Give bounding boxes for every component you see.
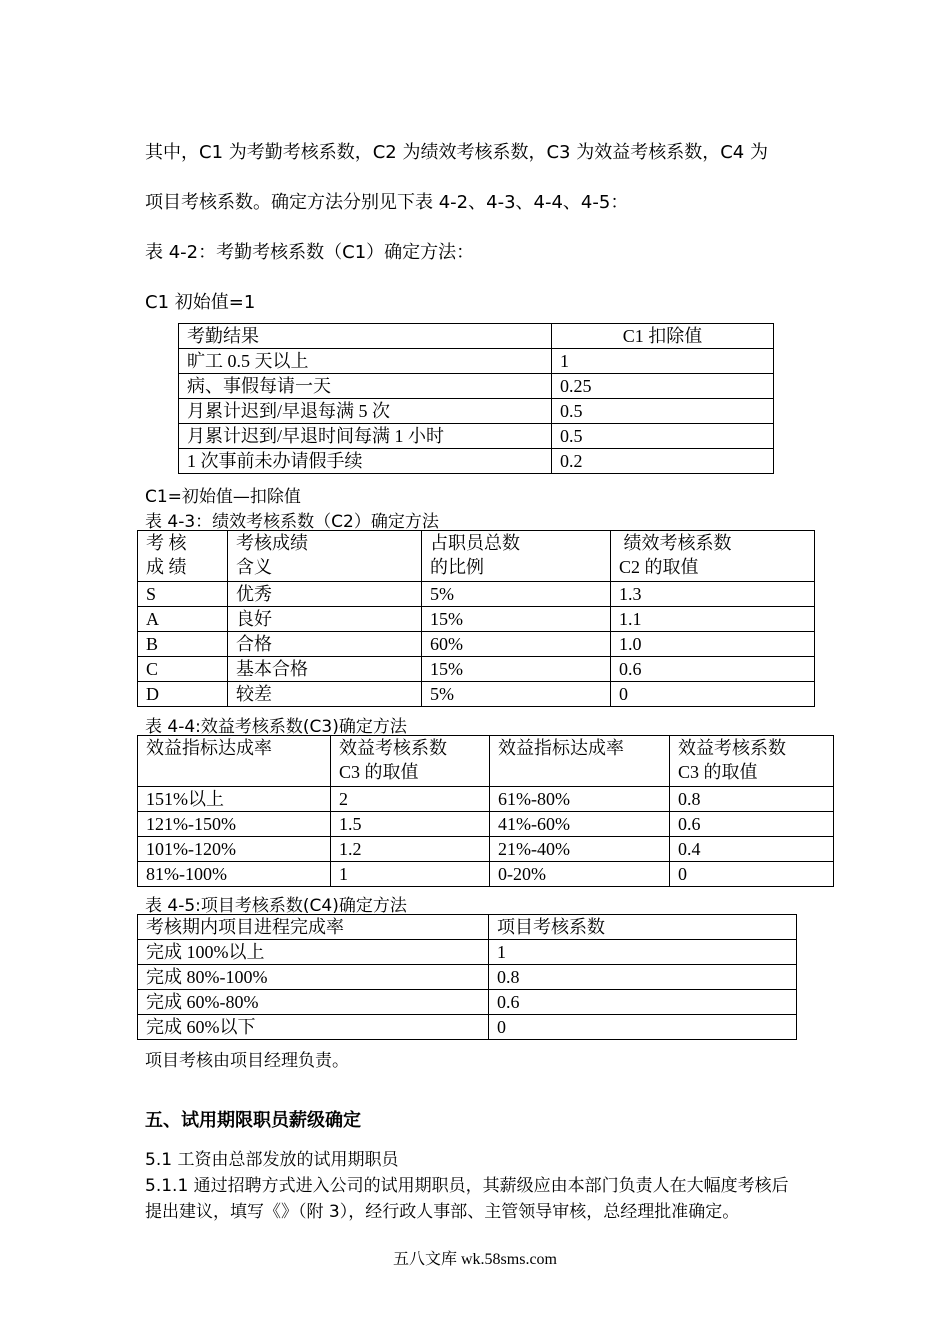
c1-initial-value: C1 初始值=1 xyxy=(145,292,256,313)
table-cell: C xyxy=(138,657,228,682)
section-5-1-title: 5.1 工资由总部发放的试用期职员 xyxy=(145,1150,399,1170)
table-cell: 121%-150% xyxy=(138,812,331,837)
table-cell: 0 xyxy=(489,1015,797,1040)
table-cell: B xyxy=(138,632,228,657)
table-header-cell: 效益指标达成率 xyxy=(490,736,670,787)
table-cell: 0.8 xyxy=(670,787,834,812)
table-cell: D xyxy=(138,682,228,707)
table-row xyxy=(138,607,815,632)
table-4-3 xyxy=(137,530,815,707)
table-cell: 旷工 0.5 天以上 xyxy=(179,349,552,374)
table-cell: 1 xyxy=(331,862,490,887)
table-row xyxy=(138,965,797,990)
table-cell: 61%-80% xyxy=(490,787,670,812)
c1-formula: C1=初始值—扣除值 xyxy=(145,487,301,507)
table-cell: 1.3 xyxy=(611,582,815,607)
table-cell: 0.4 xyxy=(670,837,834,862)
footer-watermark: 五八文库 wk.58sms.com xyxy=(392,1251,557,1268)
table-4-3-caption: 表 4-3：绩效考核系数（C2）确定方法 xyxy=(145,512,439,532)
table-cell: 0.25 xyxy=(552,374,774,399)
table-cell: 0.6 xyxy=(670,812,834,837)
table-cell: 0.6 xyxy=(489,990,797,1015)
table-cell: 1 xyxy=(489,940,797,965)
table-cell: 60% xyxy=(422,632,611,657)
table-4-2-caption: 表 4-2：考勤考核系数（C1）确定方法： xyxy=(145,242,475,263)
table-4-2 xyxy=(178,323,774,474)
table-row xyxy=(138,582,815,607)
table-cell: A xyxy=(138,607,228,632)
table-header-cell: 效益考核系数 C3 的取值 xyxy=(670,736,834,787)
table-cell: 41%-60% xyxy=(490,812,670,837)
table-cell: 月累计迟到/早退时间每满 1 小时 xyxy=(179,424,552,449)
table-4-5 xyxy=(137,914,797,1040)
table-cell: 2 xyxy=(331,787,490,812)
table-header-row xyxy=(138,736,834,787)
table-cell: 15% xyxy=(422,657,611,682)
table-cell: 0.5 xyxy=(552,424,774,449)
table-header-cell: 考核期内项目进程完成率 xyxy=(138,915,489,940)
table-header-cell: 占职员总数 的比例 xyxy=(422,531,611,582)
table-row xyxy=(138,837,834,862)
table-header-cell: 考勤结果 xyxy=(179,324,552,349)
table-row xyxy=(138,940,797,965)
table-cell: 1.1 xyxy=(611,607,815,632)
table-cell: 月累计迟到/早退每满 5 次 xyxy=(179,399,552,424)
table-cell: 合格 xyxy=(228,632,422,657)
section-5-heading: 五、试用期限职员薪级确定 xyxy=(145,1110,361,1131)
table-cell: 完成 100%以上 xyxy=(138,940,489,965)
table-cell: 完成 60%-80% xyxy=(138,990,489,1015)
table-header-cell: 考 核 成 绩 xyxy=(138,531,228,582)
table-row xyxy=(138,632,815,657)
intro-line-2: 项目考核系数。确定方法分别见下表 4-2、4-3、4-4、4-5： xyxy=(145,192,629,213)
table-cell: 0-20% xyxy=(490,862,670,887)
table-row xyxy=(138,1015,797,1040)
table-cell: 81%-100% xyxy=(138,862,331,887)
table-header-row xyxy=(179,324,774,349)
table-cell: 101%-120% xyxy=(138,837,331,862)
table-row xyxy=(179,374,774,399)
table-cell: S xyxy=(138,582,228,607)
table-cell: 1.0 xyxy=(611,632,815,657)
section-5-1-1-line-1: 5.1.1 通过招聘方式进入公司的试用期职员，其薪级应由本部门负责人在大幅度考核后 xyxy=(145,1176,789,1196)
table-cell: 优秀 xyxy=(228,582,422,607)
table-cell: 0 xyxy=(670,862,834,887)
table-4-4-caption: 表 4-4:效益考核系数(C3)确定方法 xyxy=(145,717,407,737)
table-cell: 5% xyxy=(422,582,611,607)
table-cell: 0.5 xyxy=(552,399,774,424)
table-header-cell: 考核成绩 含义 xyxy=(228,531,422,582)
table-cell: 21%-40% xyxy=(490,837,670,862)
table-row xyxy=(138,812,834,837)
table-cell: 5% xyxy=(422,682,611,707)
table-cell: 完成 80%-100% xyxy=(138,965,489,990)
table-header-row xyxy=(138,531,815,582)
table-cell: 0 xyxy=(611,682,815,707)
table-cell: 15% xyxy=(422,607,611,632)
table-cell: 0.6 xyxy=(611,657,815,682)
table-row xyxy=(138,862,834,887)
table-cell: 1 xyxy=(552,349,774,374)
table-row xyxy=(138,990,797,1015)
table-header-cell: C1 扣除值 xyxy=(552,324,774,349)
table-cell: 基本合格 xyxy=(228,657,422,682)
table-row xyxy=(138,682,815,707)
table-cell: 0.2 xyxy=(552,449,774,474)
table-cell: 151%以上 xyxy=(138,787,331,812)
table-cell: 1.2 xyxy=(331,837,490,862)
table-4-5-note: 项目考核由项目经理负责。 xyxy=(145,1051,349,1071)
table-cell: 1.5 xyxy=(331,812,490,837)
table-row xyxy=(179,399,774,424)
table-cell: 良好 xyxy=(228,607,422,632)
table-row xyxy=(138,787,834,812)
table-header-cell: 绩效考核系数 C2 的取值 xyxy=(611,531,815,582)
intro-line-1: 其中，C1 为考勤考核系数，C2 为绩效考核系数，C3 为效益考核系数，C4 为 xyxy=(145,142,768,163)
table-header-row xyxy=(138,915,797,940)
table-header-cell: 效益考核系数 C3 的取值 xyxy=(331,736,490,787)
table-cell: 病、事假每请一天 xyxy=(179,374,552,399)
table-cell: 0.8 xyxy=(489,965,797,990)
table-cell: 完成 60%以下 xyxy=(138,1015,489,1040)
section-5-1-1-line-2: 提出建议，填写《》（附 3），经行政人事部、主管领导审核，总经理批准确定。 xyxy=(145,1202,740,1222)
table-cell: 1 次事前未办请假手续 xyxy=(179,449,552,474)
table-row xyxy=(179,349,774,374)
table-4-4 xyxy=(137,735,834,887)
table-cell: 较差 xyxy=(228,682,422,707)
table-header-cell: 项目考核系数 xyxy=(489,915,797,940)
table-row xyxy=(179,449,774,474)
table-header-cell: 效益指标达成率 xyxy=(138,736,331,787)
table-row xyxy=(179,424,774,449)
table-4-5-caption: 表 4-5:项目考核系数(C4)确定方法 xyxy=(145,896,407,916)
table-row xyxy=(138,657,815,682)
